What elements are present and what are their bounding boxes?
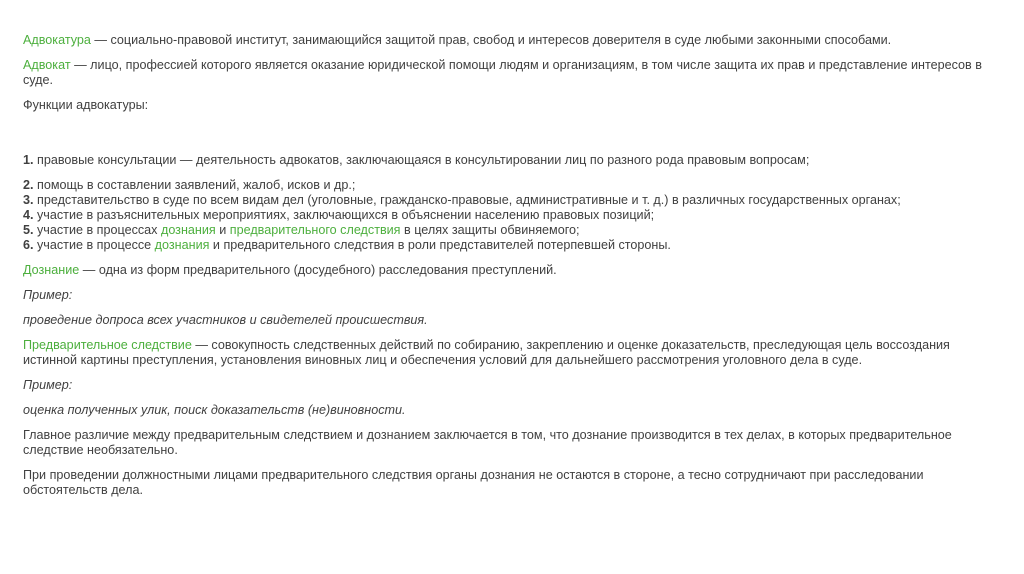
link-predvaritelnoe-sledstvie[interactable]: предварительного следствия — [229, 223, 401, 237]
example-label-2: Пример: — [23, 378, 73, 392]
list-text: и — [215, 223, 230, 237]
list-number: 4. — [23, 208, 34, 222]
paragraph-doznanie — [23, 263, 1004, 278]
list-item-1 — [23, 153, 1004, 168]
list-number: 1. — [23, 153, 34, 167]
paragraph-predvaritelnoe-sledstvie — [23, 338, 1004, 368]
definition-advokat: — лицо, профессией которого является оказание юридической помощи людям и организациям, в том числе защита их прав и представление интересов в суде. — [23, 58, 982, 87]
definition-advokatura: — социально-правовой институт, занимающийся защитой прав, свобод и интересов доверителя в суде любыми законными способами. — [90, 33, 892, 47]
list-number: 2. — [23, 178, 34, 192]
definition-doznanie: — одна из форм предварительного (досудебного) расследования преступлений. — [79, 263, 557, 277]
example-label-1: Пример: — [23, 288, 73, 302]
paragraph-advokatura — [23, 33, 1004, 48]
example-text-1: проведение допроса всех участников и свидетелей происшествия. — [23, 313, 428, 327]
term-advokat: Адвокат — [23, 58, 71, 72]
list-text: участие в процессе — [33, 238, 155, 252]
list-text: правовые консультации — деятельность адвокатов, заключающаяся в консультировании лиц по разного рода правовым вопросам; — [33, 153, 810, 167]
example-text-2: оценка полученных улик, поиск доказательств (не)виновности. — [23, 403, 406, 417]
list-item-5 — [23, 223, 1004, 238]
functions-list — [23, 178, 1004, 253]
list-text: помощь в составлении заявлений, жалоб, исков и др.; — [33, 178, 356, 192]
list-number: 3. — [23, 193, 34, 207]
link-doznanie[interactable]: дознания — [154, 238, 210, 252]
list-text: участие в разъяснительных мероприятиях, заключающихся в объяснении населению правовых позиций; — [33, 208, 655, 222]
list-item-3 — [23, 193, 1004, 208]
list-item-6 — [23, 238, 1004, 253]
list-text: представительство в суде по всем видам дел (уголовные, гражданско-правовые, административные и т. д.) в различных государственных органах; — [33, 193, 901, 207]
term-predvaritelnoe-sledstvie: Предварительное следствие — [23, 338, 192, 352]
link-doznanie[interactable]: дознания — [160, 223, 216, 237]
paragraph-cooperation: При проведении должностными лицами предварительного следствия органы дознания не остаются в стороне, а тесно сотрудничают при расследовании обстоятельств дела. — [23, 468, 924, 497]
paragraph-main-difference: Главное различие между предварительным следствием и дознанием заключается в том, что дознание производится в тех делах, в которых предварительное следствие необязательно. — [23, 428, 952, 457]
functions-heading: Функции адвокатуры: — [23, 98, 149, 112]
list-number: 6. — [23, 238, 34, 252]
definition-predvaritelnoe-sledstvie: — совокупность следственных действий по собиранию, закреплению и оценке доказательств, преследующая цель воссоздания истинной картины преступления, установления виновных лиц и обеспечения условий для дальнейшего рассмотрения уголовного дела в суде. — [23, 338, 950, 367]
list-item-2 — [23, 178, 1004, 193]
term-advokatura: Адвокатура — [23, 33, 91, 47]
list-text: участие в процессах — [33, 223, 161, 237]
term-doznanie: Дознание — [23, 263, 80, 277]
list-text: в целях защиты обвиняемого; — [400, 223, 580, 237]
list-number: 5. — [23, 223, 34, 237]
list-item-4 — [23, 208, 1004, 223]
list-text: и предварительного следствия в роли представителей потерпевшей стороны. — [209, 238, 671, 252]
paragraph-advokat — [23, 58, 1004, 88]
